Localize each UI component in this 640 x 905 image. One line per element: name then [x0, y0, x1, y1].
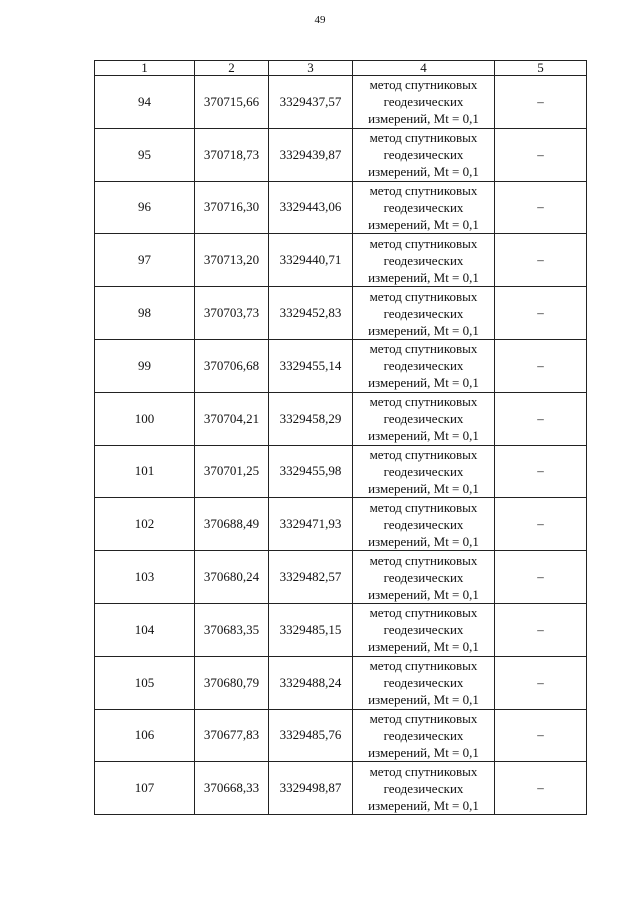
- y-coordinate-cell: 3329443,06: [269, 181, 353, 234]
- x-coordinate-cell: 370668,33: [195, 762, 269, 815]
- method-text-line: метод спутниковых: [369, 341, 478, 357]
- method-text-line: измерений, Mt = 0,1: [368, 375, 479, 391]
- table-row: [95, 709, 587, 762]
- method-cell: [353, 287, 495, 340]
- method-text-line: геодезических: [383, 94, 464, 110]
- header-row: [95, 61, 587, 76]
- point-number-cell: 101: [95, 445, 195, 498]
- point-number-cell: 94: [95, 76, 195, 129]
- method-text-line: измерений, Mt = 0,1: [368, 797, 479, 813]
- table-row: [95, 339, 587, 392]
- table-row: [95, 656, 587, 709]
- method-text-line: метод спутниковых: [369, 235, 478, 251]
- header-col-5: 5: [495, 61, 587, 76]
- x-coordinate-cell: 370680,24: [195, 551, 269, 604]
- point-number-cell: 107: [95, 762, 195, 815]
- method-cell: [353, 551, 495, 604]
- method-cell: [353, 445, 495, 498]
- x-coordinate-cell: 370701,25: [195, 445, 269, 498]
- x-coordinate-cell: 370683,35: [195, 603, 269, 656]
- method-cell: [353, 392, 495, 445]
- table-row: [95, 445, 587, 498]
- method-text-line: метод спутниковых: [369, 763, 478, 779]
- method-text-line: метод спутниковых: [369, 394, 478, 410]
- table-row: [95, 181, 587, 234]
- method-text-line: метод спутниковых: [369, 658, 478, 674]
- method-text-line: геодезических: [383, 516, 464, 532]
- table-header: [95, 61, 587, 76]
- method-text-line: измерений, Mt = 0,1: [368, 322, 479, 338]
- method-text-line: геодезических: [383, 622, 464, 638]
- method-text-line: измерений, Mt = 0,1: [368, 111, 479, 127]
- method-cell: [353, 234, 495, 287]
- table-row: [95, 234, 587, 287]
- table-row: [95, 287, 587, 340]
- method-text-line: метод спутниковых: [369, 130, 478, 146]
- method-text-line: геодезических: [383, 147, 464, 163]
- method-cell: [353, 709, 495, 762]
- header-col-3: 3: [269, 61, 353, 76]
- table-row: [95, 551, 587, 604]
- point-number-cell: 106: [95, 709, 195, 762]
- method-text-line: измерений, Mt = 0,1: [368, 692, 479, 708]
- method-text-line: метод спутниковых: [369, 182, 478, 198]
- y-coordinate-cell: 3329437,57: [269, 76, 353, 129]
- method-text-line: метод спутниковых: [369, 499, 478, 515]
- precision-cell: –: [495, 445, 587, 498]
- point-number-cell: 104: [95, 603, 195, 656]
- method-text-line: измерений, Mt = 0,1: [368, 586, 479, 602]
- y-coordinate-cell: 3329455,98: [269, 445, 353, 498]
- table-body: [95, 76, 587, 815]
- method-cell: [353, 656, 495, 709]
- point-number-cell: 103: [95, 551, 195, 604]
- method-text-line: измерений, Mt = 0,1: [368, 216, 479, 232]
- precision-cell: –: [495, 498, 587, 551]
- y-coordinate-cell: 3329482,57: [269, 551, 353, 604]
- method-text-line: геодезических: [383, 411, 464, 427]
- precision-cell: –: [495, 392, 587, 445]
- method-cell: [353, 339, 495, 392]
- x-coordinate-cell: 370688,49: [195, 498, 269, 551]
- table-row: [95, 128, 587, 181]
- precision-cell: –: [495, 76, 587, 129]
- y-coordinate-cell: 3329455,14: [269, 339, 353, 392]
- y-coordinate-cell: 3329485,76: [269, 709, 353, 762]
- method-text-line: метод спутниковых: [369, 710, 478, 726]
- coordinates-table: [94, 60, 587, 815]
- y-coordinate-cell: 3329458,29: [269, 392, 353, 445]
- method-text-line: геодезических: [383, 358, 464, 374]
- method-text-line: геодезических: [383, 780, 464, 796]
- precision-cell: –: [495, 656, 587, 709]
- method-cell: [353, 128, 495, 181]
- method-text-line: измерений, Mt = 0,1: [368, 533, 479, 549]
- method-cell: [353, 498, 495, 551]
- table-row: [95, 76, 587, 129]
- precision-cell: –: [495, 339, 587, 392]
- header-col-2: 2: [195, 61, 269, 76]
- method-text-line: измерений, Mt = 0,1: [368, 269, 479, 285]
- precision-cell: –: [495, 603, 587, 656]
- method-text-line: геодезических: [383, 252, 464, 268]
- precision-cell: –: [495, 287, 587, 340]
- point-number-cell: 97: [95, 234, 195, 287]
- x-coordinate-cell: 370680,79: [195, 656, 269, 709]
- y-coordinate-cell: 3329498,87: [269, 762, 353, 815]
- x-coordinate-cell: 370704,21: [195, 392, 269, 445]
- method-text-line: метод спутниковых: [369, 77, 478, 93]
- precision-cell: –: [495, 128, 587, 181]
- precision-cell: –: [495, 181, 587, 234]
- method-cell: [353, 603, 495, 656]
- y-coordinate-cell: 3329471,93: [269, 498, 353, 551]
- y-coordinate-cell: 3329439,87: [269, 128, 353, 181]
- table-row: [95, 498, 587, 551]
- method-text-line: геодезических: [383, 675, 464, 691]
- x-coordinate-cell: 370677,83: [195, 709, 269, 762]
- method-cell: [353, 181, 495, 234]
- point-number-cell: 98: [95, 287, 195, 340]
- method-text-line: измерений, Mt = 0,1: [368, 480, 479, 496]
- point-number-cell: 95: [95, 128, 195, 181]
- y-coordinate-cell: 3329488,24: [269, 656, 353, 709]
- point-number-cell: 102: [95, 498, 195, 551]
- header-col-1: 1: [95, 61, 195, 76]
- point-number-cell: 100: [95, 392, 195, 445]
- point-number-cell: 99: [95, 339, 195, 392]
- table-row: [95, 603, 587, 656]
- method-text-line: измерений, Mt = 0,1: [368, 639, 479, 655]
- method-text-line: геодезических: [383, 727, 464, 743]
- method-text-line: измерений, Mt = 0,1: [368, 164, 479, 180]
- table-row: [95, 762, 587, 815]
- page-number: 49: [314, 14, 326, 26]
- method-text-line: измерений, Mt = 0,1: [368, 428, 479, 444]
- precision-cell: –: [495, 551, 587, 604]
- y-coordinate-cell: 3329440,71: [269, 234, 353, 287]
- x-coordinate-cell: 370715,66: [195, 76, 269, 129]
- method-text-line: геодезических: [383, 569, 464, 585]
- precision-cell: –: [495, 234, 587, 287]
- method-cell: [353, 76, 495, 129]
- method-text-line: метод спутниковых: [369, 552, 478, 568]
- method-text-line: геодезических: [383, 305, 464, 321]
- method-text-line: метод спутниковых: [369, 288, 478, 304]
- table-row: [95, 392, 587, 445]
- method-cell: [353, 762, 495, 815]
- method-text-line: метод спутниковых: [369, 605, 478, 621]
- x-coordinate-cell: 370718,73: [195, 128, 269, 181]
- method-text-line: измерений, Mt = 0,1: [368, 744, 479, 760]
- x-coordinate-cell: 370716,30: [195, 181, 269, 234]
- y-coordinate-cell: 3329452,83: [269, 287, 353, 340]
- header-col-4: 4: [353, 61, 495, 76]
- precision-cell: –: [495, 709, 587, 762]
- precision-cell: –: [495, 762, 587, 815]
- method-text-line: метод спутниковых: [369, 446, 478, 462]
- point-number-cell: 96: [95, 181, 195, 234]
- point-number-cell: 105: [95, 656, 195, 709]
- y-coordinate-cell: 3329485,15: [269, 603, 353, 656]
- x-coordinate-cell: 370713,20: [195, 234, 269, 287]
- x-coordinate-cell: 370703,73: [195, 287, 269, 340]
- x-coordinate-cell: 370706,68: [195, 339, 269, 392]
- method-text-line: геодезических: [383, 199, 464, 215]
- method-text-line: геодезических: [383, 463, 464, 479]
